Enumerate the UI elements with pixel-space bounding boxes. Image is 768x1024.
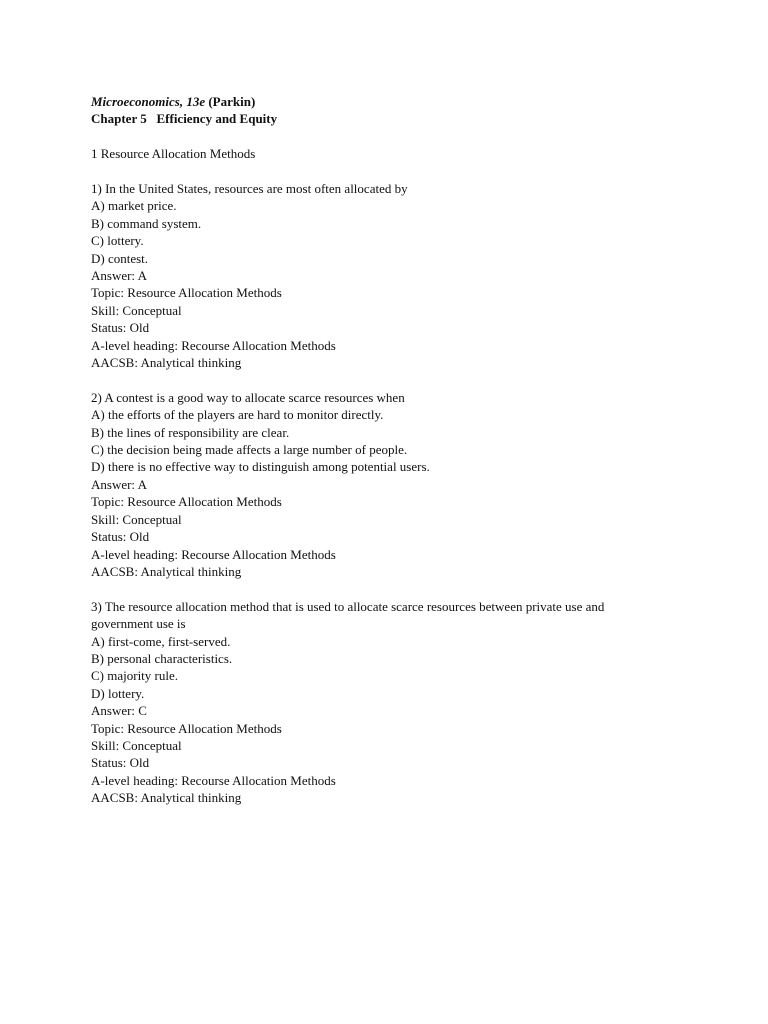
topic-meta: Topic: Resource Allocation Methods [91,285,282,301]
answer-option: A) the efforts of the players are hard to monitor directly. [91,407,384,423]
answer-option: B) command system. [91,215,202,231]
question-stem: 1) In the United States, resources are most often allocated by [91,181,408,196]
status-meta: Status: Old [91,320,150,336]
answer-option: D) lottery. [91,685,145,701]
answer-option: C) the decision being made affects a large number of people. [91,442,408,458]
answer-option: A) market price. [91,198,177,214]
spacer [91,580,691,597]
answer-key: Answer: A [91,476,147,492]
aacsb-meta: AACSB: Analytical thinking [91,355,242,371]
answer-key: Answer: C [91,703,147,719]
answer-option: C) majority rule. [91,668,179,684]
question-stem: 2) A contest is a good way to allocate scarce resources when [91,389,405,405]
question-block [91,180,691,371]
aacsb-meta: AACSB: Analytical thinking [91,563,242,579]
spacer [91,371,691,388]
answer-option: C) lottery. [91,233,144,249]
aacsb-meta: AACSB: Analytical thinking [91,790,242,806]
skill-meta: Skill: Conceptual [91,511,182,527]
answer-option: A) first-come, first-served. [91,633,231,649]
question-block [91,389,691,580]
skill-meta: Skill: Conceptual [91,737,182,753]
answer-option: B) personal characteristics. [91,650,233,666]
book-author: (Parkin) [205,94,256,109]
heading-meta: A-level heading: Recourse Allocation Methods [91,337,336,353]
question-block [91,598,691,807]
answer-option: D) contest. [91,250,149,266]
spacer [91,163,691,180]
heading-meta: A-level heading: Recourse Allocation Methods [91,546,336,562]
book-title: Microeconomics, 13e [91,94,206,109]
question-stem: 3) The resource allocation method that is used to allocate scarce resources between private use and government use is [91,598,605,632]
chapter-title: Efficiency and Equity [156,111,278,127]
answer-option: D) there is no effective way to distinguish among potential users. [91,459,430,475]
section-title: 1 Resource Allocation Methods [91,146,256,162]
heading-meta: A-level heading: Recourse Allocation Methods [91,772,336,788]
status-meta: Status: Old [91,529,150,545]
chapter-heading [91,110,691,127]
status-meta: Status: Old [91,755,150,771]
chapter-label: Chapter 5 [91,111,147,127]
answer-option: B) the lines of responsibility are clear. [91,424,290,440]
book-title-line [91,93,691,110]
topic-meta: Topic: Resource Allocation Methods [91,494,282,510]
document-page [91,93,691,807]
spacer [91,128,691,145]
skill-meta: Skill: Conceptual [91,302,182,318]
answer-key: Answer: A [91,268,147,284]
topic-meta: Topic: Resource Allocation Methods [91,720,282,736]
